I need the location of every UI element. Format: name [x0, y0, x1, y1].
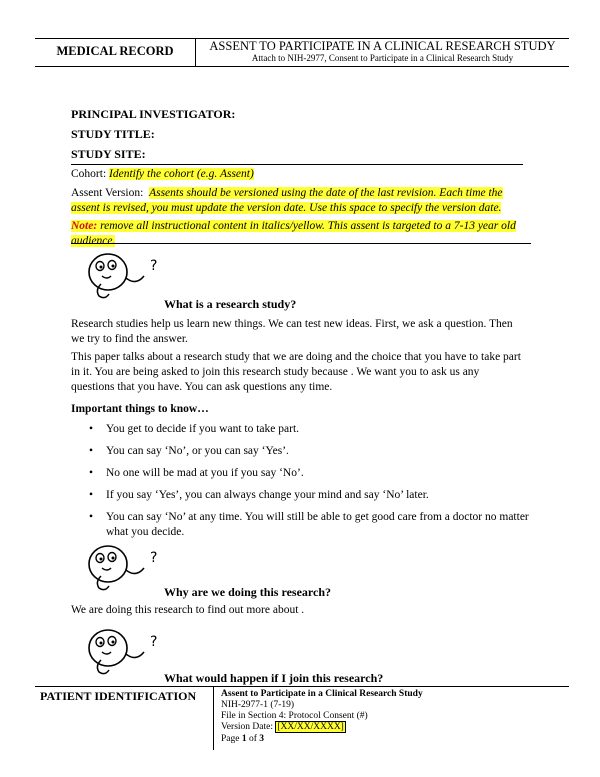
research-intro-paragraph: [71, 317, 531, 347]
note-label: Note:: [71, 220, 98, 232]
form-subtitle: Attach to NIH-2977, Consent to Participate in a Clinical Research Study: [251, 53, 514, 63]
research-intro-line-1: Research studies help us learn new things. We can test new ideas. First, we ask a question. Then: [71, 318, 513, 330]
note-block: [71, 219, 531, 249]
thinking-face-icon: [80, 626, 170, 678]
assent-version-block: [71, 186, 531, 216]
page-of: of: [246, 734, 260, 744]
research-intro-line-2: we try to find the answer.: [71, 333, 188, 345]
footer-top-rule: [35, 686, 569, 687]
cohort-value: Identify the cohort (e.g. Assent): [109, 168, 254, 180]
field-rule: [71, 164, 523, 165]
footer-form-name: Assent to Participate in a Clinical Research Study: [221, 689, 423, 699]
cohort-label: Cohort:: [71, 168, 107, 180]
page-number: [221, 734, 264, 745]
footer-divider: [213, 686, 214, 750]
version-date-label: Version Date:: [221, 722, 276, 732]
thinking-face-icon: [80, 250, 170, 302]
svg-text:?: ?: [150, 258, 158, 274]
list-item: • No one will be mad at you if you say ‘No’.: [71, 466, 531, 481]
study-site-label: STUDY SITE:: [71, 147, 146, 161]
footer-form-number: NIH-2977-1 (7-19): [221, 700, 295, 710]
list-item: • You can say ‘No’ at any time. You will still be able to get good care from a doctor no matter what you decide.: [71, 510, 531, 540]
why-research-text: We are doing this research to find out more about .: [71, 604, 305, 616]
version-instructions-2: assent is revised, you must update the version date. Use this space to specify the version date.: [71, 202, 502, 214]
important-things-heading: Important things to know…: [71, 403, 209, 415]
page-prefix: Page: [221, 734, 242, 744]
study-description-line-3: questions that you have. You can ask questions any time.: [71, 381, 333, 393]
note-text-1: remove all instructional content in italics/yellow. This assent is targeted to a 7-13 year old: [97, 220, 516, 232]
patient-identification-label: PATIENT IDENTIFICATION: [40, 689, 197, 703]
svg-text:?: ?: [150, 550, 158, 566]
version-instructions-1: Assents should be versioned using the date of the last revision. Each time the: [149, 187, 503, 199]
footer-file-section: File in Section 4: Protocol Consent (#): [221, 711, 368, 721]
page-total: 3: [259, 734, 265, 744]
list-item: • You can say ‘No’, or you can say ‘Yes’.: [71, 444, 531, 459]
version-date-value: [XX/XX/XXXX]: [277, 722, 344, 732]
instructions-rule: [71, 243, 531, 244]
section-why-research-title: Why are we doing this research?: [164, 585, 331, 599]
note-text-2: audience.: [71, 235, 116, 247]
form-title: ASSENT TO PARTICIPATE IN A CLINICAL RESEARCH STUDY: [209, 39, 556, 53]
important-things-list: [71, 422, 531, 547]
page-current: 1: [241, 734, 247, 744]
medical-record-label: MEDICAL RECORD: [56, 44, 174, 58]
list-item: • If you say ‘Yes’, you can always change your mind and say ‘No’ later.: [71, 488, 531, 503]
thinking-face-icon: [80, 542, 170, 594]
principal-investigator-label: PRINCIPAL INVESTIGATOR:: [71, 107, 236, 121]
study-description-line-1: This paper talks about a research study that we are doing and the choice that you have to take part: [71, 351, 521, 363]
list-item: • You get to decide if you want to take part.: [71, 422, 531, 437]
svg-text:?: ?: [150, 634, 158, 650]
study-title-label: STUDY TITLE:: [71, 127, 155, 141]
cohort-line: [71, 167, 531, 182]
footer-version-date: [221, 722, 346, 733]
header-bottom-rule: [35, 66, 569, 67]
study-description-line-2: in it. You are being asked to join this research study because . We want you to ask us any: [71, 366, 480, 378]
study-description-paragraph: [71, 350, 531, 395]
section-join-research-title: What would happen if I join this research?: [164, 671, 384, 685]
section-what-is-research-title: What is a research study?: [164, 297, 297, 311]
version-label: Assent Version:: [71, 187, 144, 199]
